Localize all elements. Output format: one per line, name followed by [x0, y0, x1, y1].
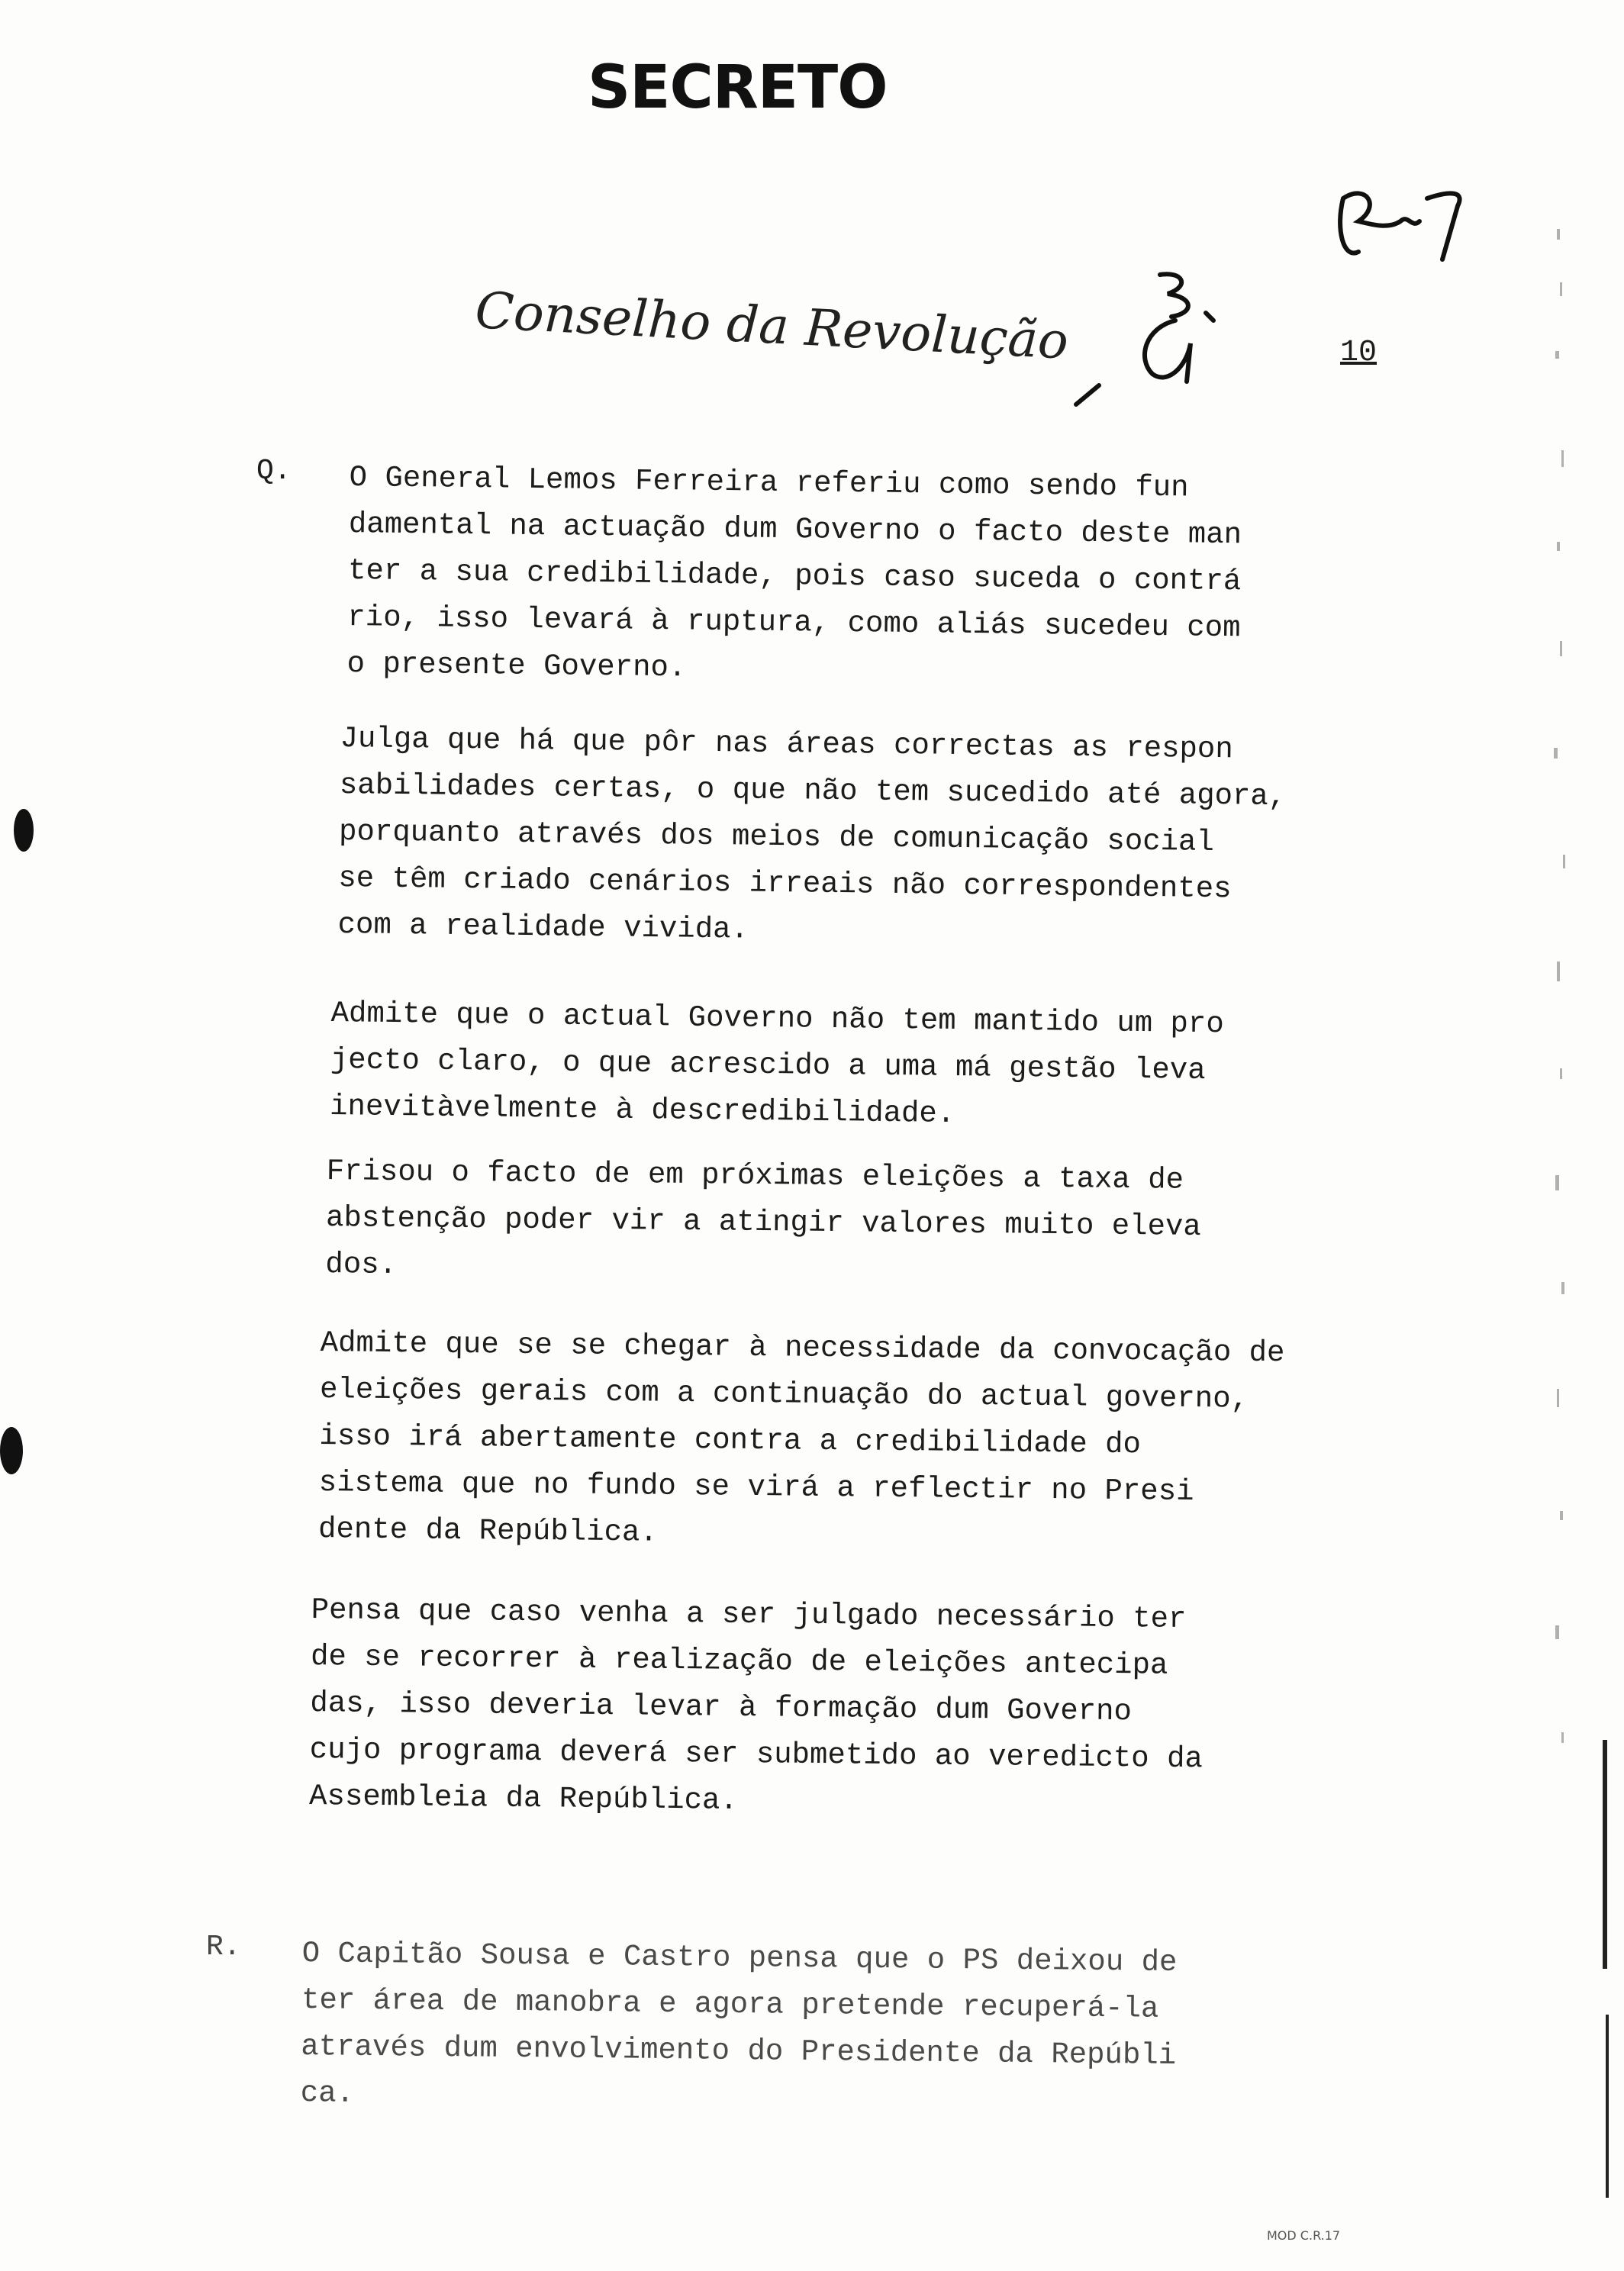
- paragraph: O Capitão Sousa e Castro pensa que o PS deixou de ter área de manobra e agora pretende recuperá-la através dum envolvimento do Presidente da Repúbli ca.: [300, 1936, 1178, 2111]
- entry-marker-q: Q.: [256, 455, 292, 488]
- paragraph: Pensa que caso venha a ser julgado necessário ter de se recorrer à realização de eleições antecipa das, isso deveria levar à formação dum Governo cujo programa deverá ser submetido ao veredicto da Assembleia da República.: [308, 1593, 1204, 1818]
- handwritten-signature: [1061, 259, 1244, 412]
- paragraph: O General Lemos Ferreira referiu como sendo fun damental na actuação dum Governo o facto deste man ter a sua credibilidade, pois caso suceda o contrá rio, isso levará à ruptura, como aliás sucedeu com o presente Governo.: [346, 460, 1242, 685]
- classification-stamp: SECRETO: [588, 53, 888, 122]
- entry-marker-r: R.: [206, 1931, 241, 1963]
- form-code: MOD C.R.17: [1267, 2228, 1341, 2243]
- punch-hole-mark: [0, 1427, 23, 1474]
- paragraph: Frisou o facto de em próximas eleições a taxa de abstenção poder vir a atingir valores muito eleva dos.: [325, 1154, 1202, 1282]
- letterhead: Conselho da Revolução: [473, 281, 1070, 371]
- handwritten-initials: [1328, 168, 1481, 275]
- paragraph: Julga que há que pôr nas áreas correctas as respon sabilidades certas, o que não tem sucedido até agora, porquanto através dos meios de comunicação social se têm criado cenários irreais não correspondentes com a realidade vivida.: [337, 721, 1287, 947]
- scan-edge-mark: [1606, 2015, 1609, 2198]
- scan-noise: [1534, 214, 1580, 1816]
- scan-edge-mark: [1603, 1740, 1607, 1969]
- punch-hole-mark: [14, 809, 34, 852]
- paragraph: Admite que o actual Governo não tem mantido um pro jecto claro, o que acrescido a uma má gestão leva inevitàvelmente à descredibilidade.: [329, 996, 1225, 1131]
- paragraph: Admite que se se chegar à necessidade da convocação de eleições gerais com a continuação do actual governo, isso irá abertamente contra a credibilidade do sistema que no fundo se virá a reflectir no Presi dente da República.: [317, 1326, 1285, 1550]
- page-number: 10: [1340, 336, 1378, 370]
